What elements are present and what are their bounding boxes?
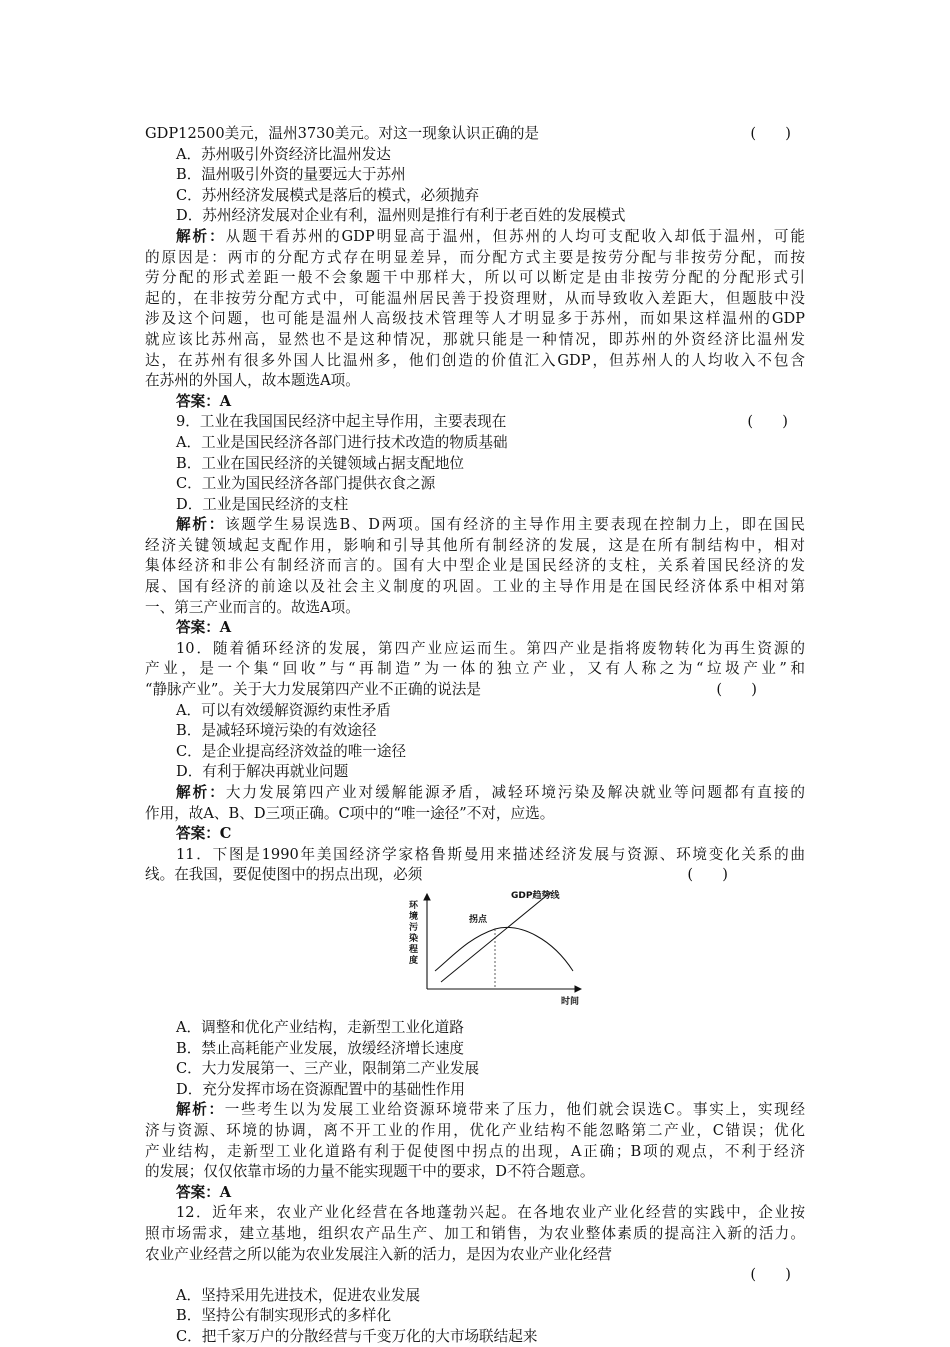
pollution-curve xyxy=(435,927,573,971)
q8-answer: 答案：A xyxy=(176,392,232,410)
q10-option-a: A．可以有效缓解资源约束性矛盾 xyxy=(176,701,391,719)
q8-analysis-line: 劳分配的形式差距一般不会象题干中那样大，所以可以断定是由非按劳分配的分配形式引 xyxy=(145,269,805,287)
q9-option-d: D．工业是国民经济的支柱 xyxy=(176,495,349,513)
kuznets-curve-figure xyxy=(145,886,805,1018)
q9-analysis-line: 经济关键领域起支配作用，影响和引导其他所有制经济的发展，这是在所有制结构中，相对 xyxy=(145,536,805,554)
q9-option-a: A．工业是国民经济各部门进行技术改造的物质基础 xyxy=(176,433,508,451)
q11-option-d: D．充分发挥市场在资源配置中的基础性作用 xyxy=(176,1080,465,1098)
y-axis-label: 污 xyxy=(409,922,419,933)
analysis-label: 解析： xyxy=(176,784,226,801)
q8-analysis-line: 就应该比苏州高，显然也不是这种情况，那就只能是一种情况，即苏州的外资经济比温州发 xyxy=(145,330,805,348)
q11-answer: 答案：A xyxy=(176,1183,232,1201)
y-axis-label: 度 xyxy=(409,955,419,966)
x-axis-label: 时间 xyxy=(561,996,580,1007)
q12-paren-row xyxy=(145,1265,805,1286)
q8-option-a: A．苏州吸引外资经济比温州发达 xyxy=(176,145,391,163)
q8-option-c: C．苏州经济发展模式是落后的模式，必须抛弃 xyxy=(176,186,480,204)
q12-stem-line: 农业产业经营之所以能为农业发展注入新的活力，是因为农业产业化经营 xyxy=(145,1245,613,1263)
q9-stem xyxy=(145,412,788,433)
q8-option-b: B．温州吸引外资的量要远大于苏州 xyxy=(176,166,406,184)
q8-answer-paren: ( ) xyxy=(750,125,791,142)
y-axis-label: 境 xyxy=(409,911,419,922)
q11-analysis-line: 解析：一些考生以为发展工业给资源环境带来了压力，他们就会误选C。事实上，实现经 xyxy=(176,1101,805,1119)
q10-stem-line: “静脉产业”。关于大力发展第四产业不正确的说法是 ( ) xyxy=(145,680,757,701)
y-axis-label: 环 xyxy=(409,900,419,911)
y-axis-label: 染 xyxy=(409,933,419,944)
q9-stem-text: 9．工业在我国国民经济中起主导作用，主要表现在 xyxy=(176,413,507,431)
q11-analysis-line: 的发展；仅仅依靠市场的力量不能实现题干中的要求，D不符合题意。 xyxy=(145,1163,595,1181)
q11-option-a: A．调整和优化产业结构，走新型工业化道路 xyxy=(176,1018,464,1036)
turning-point-label: 拐点 xyxy=(469,914,488,925)
q8-analysis-line: 解析：从题干看苏州的GDP明显高于温州，但苏州的人均可支配收入却低于温州，可能 xyxy=(176,227,805,245)
q10-analysis-line: 解析：大力发展第四产业对缓解能源矛盾，减轻环境污染及解决就业等问题都有直接的 xyxy=(176,784,805,801)
q9-analysis-line: 集体经济和非公有制经济而言的。国有大中型企业是国民经济的支柱，关系着国民经济的发 xyxy=(145,557,805,575)
y-axis-label: 程 xyxy=(409,944,419,955)
q8-analysis-line: 在苏州的外国人，故本题选A项。 xyxy=(145,372,360,390)
q11-option-b: B．禁止高耗能产业发展，放缓经济增长速度 xyxy=(176,1039,465,1057)
q10-answer-paren: ( ) xyxy=(716,681,757,699)
q12-answer-paren: ( ) xyxy=(750,1266,791,1284)
q12-option-c: C．把千家万户的分散经营与千变万化的大市场联结起来 xyxy=(176,1327,538,1345)
analysis-label: 解析： xyxy=(176,227,226,245)
q10-option-d: D．有利于解决再就业问题 xyxy=(176,763,349,781)
q11-stem-line: 11．下图是1990年美国经济学家格鲁斯曼用来描述经济发展与资源、环境变化关系的曲 xyxy=(176,845,805,863)
q11-answer-paren: ( ) xyxy=(687,866,728,884)
q8-analysis-line: 达，在苏州有很多外国人比温州多，他们创造的价值汇入GDP，但苏州人的人均收入不包含 xyxy=(145,351,805,369)
q9-answer: 答案：A xyxy=(176,619,232,637)
q11-option-c: C．大力发展第一、三产业，限制第二产业发展 xyxy=(176,1060,480,1078)
kuznets-curve-diagram xyxy=(403,886,593,1016)
q10-answer: 答案：C xyxy=(176,825,232,843)
q9-analysis-line: 解析：该题学生易误选B、D两项。国有经济的主导作用主要表现在控制力上，即在国民 xyxy=(176,516,805,534)
q8-stem xyxy=(145,124,805,145)
q8-analysis-line: 的原因是：两市的分配方式存在明显差异，而分配方式主要是按劳分配与非按劳分配，而按 xyxy=(145,248,805,266)
q12-option-a: A．坚持采用先进技术，促进农业发展 xyxy=(176,1286,421,1304)
q10-stem-line: 10．随着循环经济的发展，第四产业应运而生。第四产业是指将废物转化为再生资源的 xyxy=(176,639,805,657)
q8-stem-text: GDP12500美元，温州3730美元。对这一现象认识正确的是 xyxy=(145,125,540,142)
gdp-trend-line xyxy=(441,892,551,982)
q9-analysis-line: 展、国有经济的前途以及社会主义制度的巩固。工业的主导作用是在国民经济体系中相对第 xyxy=(145,578,805,596)
q9-option-c: C．工业为国民经济各部门提供衣食之源 xyxy=(176,475,436,493)
analysis-label: 解析： xyxy=(176,516,226,534)
q8-analysis-line: 起的，在非按劳分配方式中，可能温州居民善于投资理财，从而导致收入差距大，但题肢中没 xyxy=(145,289,805,307)
gdp-trend-label: GDP趋势线 xyxy=(511,890,560,901)
q11-analysis-line: 产业结构，走新型工业化道路有利于促使图中拐点的出现，A正确；B项的观点，不利于经济 xyxy=(145,1142,805,1160)
q12-option-b: B．坚持公有制实现形式的多样化 xyxy=(176,1307,392,1325)
q9-analysis-line: 一、第三产业而言的。故选A项。 xyxy=(145,598,360,616)
analysis-label: 解析： xyxy=(176,1101,225,1119)
q8-option-d: D．苏州经济发展对企业有利，温州则是推行有利于老百姓的发展模式 xyxy=(176,207,626,225)
q10-option-b: B．是减轻环境污染的有效途径 xyxy=(176,722,377,740)
q12-stem-line: 照市场需求，建立基地，组织农产品生产、加工和销售，为农业整体素质的提高注入新的活力。 xyxy=(145,1224,805,1242)
document-page xyxy=(145,124,805,1347)
q11-stem-line: 线。在我国，要促使图中的拐点出现，必须 ( ) xyxy=(145,865,728,886)
q11-analysis-line: 济与资源、环境的协调，离不开工业的作用，优化产业结构不能忽略第二产业，C错误；优化 xyxy=(145,1121,805,1139)
q12-stem-line: 12．近年来，农业产业化经营在各地蓬勃兴起。在各地农业产业化经营的实践中，企业按 xyxy=(176,1204,805,1222)
q8-analysis-line: 涉及这个问题，也可能是温州人高级技术管理等人才明显多于苏州，而如果这样温州的GDP xyxy=(145,310,805,328)
q10-stem-line: 产业，是一个集“回收”与“再制造”为一体的独立产业，又有人称之为“垃圾产业”和 xyxy=(145,660,805,678)
q10-analysis-line: 作用，故A、B、D三项正确。C项中的“唯一途径”不对，应选。 xyxy=(145,804,555,822)
q9-option-b: B．工业在国民经济的关键领域占据支配地位 xyxy=(176,454,465,472)
q9-answer-paren: ( ) xyxy=(747,413,788,431)
q10-option-c: C．是企业提高经济效益的唯一途径 xyxy=(176,742,407,760)
